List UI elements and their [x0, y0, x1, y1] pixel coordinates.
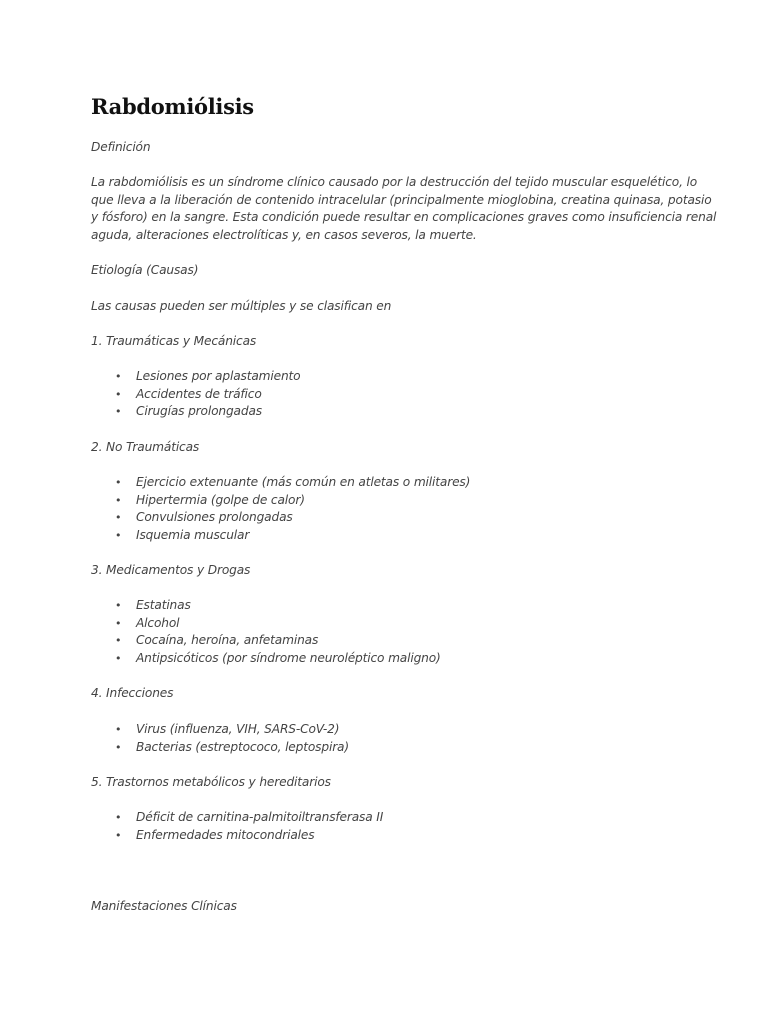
- definicion-line: La rabdomiólisis es un síndrome clínico causado por la destrucción del tejido muscular esquelético, lo: [91, 175, 698, 189]
- bullet-icon: •: [115, 493, 122, 507]
- bullet-icon: •: [115, 616, 122, 630]
- bullet-icon: •: [115, 811, 122, 824]
- list-item: • Enfermedades mitocondriales: [91, 827, 383, 845]
- list-item: • Virus (influenza, VIH, SARS-CoV-2): [91, 721, 349, 739]
- section-heading-metabolicos: 5. Trastornos metabólicos y hereditarios: [91, 775, 331, 789]
- manifestaciones-heading: Manifestaciones Clínicas: [91, 899, 237, 913]
- bullet-icon: •: [115, 723, 122, 736]
- bullet-list-infecciones: [91, 721, 349, 756]
- definicion-line: aguda, alteraciones electrolíticas y, en casos severos, la muerte.: [91, 228, 477, 242]
- list-item: • Estatinas: [91, 597, 441, 615]
- list-item: • Convulsiones prolongadas: [91, 509, 470, 527]
- bullet-icon: •: [115, 652, 122, 666]
- list-item: • Lesiones por aplastamiento: [91, 368, 300, 386]
- bullet-icon: •: [115, 634, 122, 648]
- document-title: Rabdomiólisis: [91, 94, 254, 119]
- definicion-heading: Definición: [91, 140, 151, 154]
- bullet-list-no-traumaticas: [91, 474, 470, 545]
- list-item: • Ejercicio extenuante (más común en atletas o militares): [91, 474, 470, 492]
- bullet-icon: •: [115, 529, 122, 543]
- list-item: • Cirugías prolongadas: [91, 403, 300, 421]
- etiologia-heading: Etiología (Causas): [91, 263, 199, 277]
- bullet-icon: •: [115, 511, 122, 525]
- list-item: • Déficit de carnitina-palmitoiltransferasa II: [91, 809, 383, 827]
- bullet-icon: •: [115, 370, 122, 383]
- definicion-line: y fósforo) en la sangre. Esta condición puede resultar en complicaciones graves como insuficiencia renal: [91, 210, 717, 224]
- list-item: • Isquemia muscular: [91, 527, 470, 545]
- list-item: • Accidentes de tráfico: [91, 386, 300, 404]
- section-heading-traumaticas: 1. Traumáticas y Mecánicas: [91, 334, 257, 348]
- list-item: • Alcohol: [91, 615, 441, 633]
- section-heading-no-traumaticas: 2. No Traumáticas: [91, 440, 200, 454]
- bullet-icon: •: [115, 405, 122, 419]
- bullet-icon: •: [115, 387, 122, 401]
- list-item: • Cocaína, heroína, anfetaminas: [91, 632, 441, 650]
- causas-intro: Las causas pueden ser múltiples y se clasifican en: [91, 299, 392, 313]
- bullet-icon: •: [115, 476, 122, 489]
- bullet-list-traumaticas: [91, 368, 300, 421]
- list-item: • Antipsicóticos (por síndrome neuroléptico maligno): [91, 650, 441, 668]
- bullet-icon: •: [115, 828, 122, 842]
- bullet-icon: •: [115, 599, 122, 612]
- list-item: • Hipertermia (golpe de calor): [91, 492, 470, 510]
- bullet-list-medicamentos: [91, 597, 441, 668]
- bullet-list-metabolicos: [91, 809, 383, 844]
- bullet-icon: •: [115, 740, 122, 754]
- section-heading-medicamentos: 3. Medicamentos y Drogas: [91, 563, 251, 577]
- section-heading-infecciones: 4. Infecciones: [91, 686, 174, 700]
- list-item: • Bacterias (estreptococo, leptospira): [91, 739, 349, 757]
- definicion-line: que lleva a la liberación de contenido intracelular (principalmente mioglobina, creatina quinasa, potasio: [91, 193, 712, 207]
